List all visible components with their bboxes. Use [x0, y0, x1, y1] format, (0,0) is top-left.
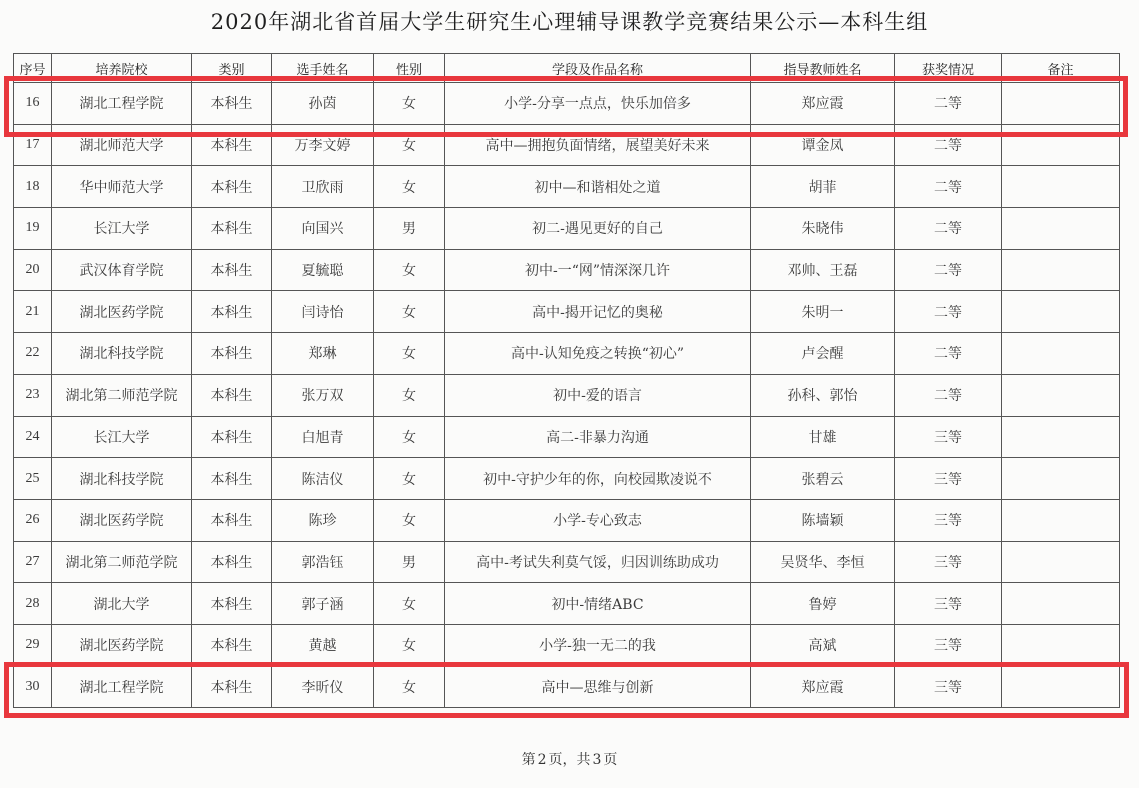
cell-seq: 21 — [14, 291, 52, 333]
page-total: 3 — [592, 752, 602, 768]
column-header-name: 选手姓名 — [272, 54, 374, 83]
page-suffix: 页 — [603, 752, 618, 768]
cell-work: 小学-分享一点点，快乐加倍多 — [445, 83, 751, 125]
cell-category: 本科生 — [192, 83, 272, 125]
cell-seq: 20 — [14, 249, 52, 291]
cell-school: 湖北医药学院 — [52, 499, 192, 541]
cell-award: 二等 — [895, 374, 1002, 416]
cell-work: 高中-认知免疫之转换“初心” — [445, 333, 751, 375]
cell-name: 夏毓聪 — [272, 249, 374, 291]
cell-category: 本科生 — [192, 124, 272, 166]
page-footer — [0, 749, 1139, 769]
cell-name: 郭浩钰 — [272, 541, 374, 583]
cell-school: 湖北医药学院 — [52, 624, 192, 666]
table-row — [14, 291, 1120, 333]
cell-category: 本科生 — [192, 333, 272, 375]
table-row — [14, 374, 1120, 416]
cell-gender: 女 — [374, 83, 445, 125]
cell-category: 本科生 — [192, 499, 272, 541]
table-row — [14, 416, 1120, 458]
cell-gender: 女 — [374, 249, 445, 291]
cell-teacher: 陈墙颖 — [751, 499, 895, 541]
cell-award: 三等 — [895, 583, 1002, 625]
cell-name: 孙茵 — [272, 83, 374, 125]
cell-school: 武汉体育学院 — [52, 249, 192, 291]
cell-remark — [1002, 374, 1120, 416]
cell-school: 湖北科技学院 — [52, 333, 192, 375]
table-row — [14, 541, 1120, 583]
table-row — [14, 499, 1120, 541]
cell-gender: 女 — [374, 291, 445, 333]
table-row — [14, 83, 1120, 125]
cell-name: 闫诗怡 — [272, 291, 374, 333]
cell-remark — [1002, 124, 1120, 166]
cell-gender: 女 — [374, 583, 445, 625]
cell-gender: 女 — [374, 499, 445, 541]
cell-remark — [1002, 208, 1120, 250]
cell-category: 本科生 — [192, 541, 272, 583]
page-mid: 页，共 — [548, 752, 591, 768]
cell-work: 初中-一“网”情深深几许 — [445, 249, 751, 291]
cell-gender: 女 — [374, 124, 445, 166]
cell-school: 湖北医药学院 — [52, 291, 192, 333]
cell-teacher: 孙科、郭怡 — [751, 374, 895, 416]
column-header-award: 获奖情况 — [895, 54, 1002, 83]
table-row — [14, 666, 1120, 708]
cell-teacher: 张碧云 — [751, 458, 895, 500]
cell-teacher: 邓帅、王磊 — [751, 249, 895, 291]
cell-name: 万李文婷 — [272, 124, 374, 166]
cell-award: 三等 — [895, 541, 1002, 583]
cell-seq: 22 — [14, 333, 52, 375]
cell-seq: 19 — [14, 208, 52, 250]
cell-award: 三等 — [895, 666, 1002, 708]
cell-award: 三等 — [895, 499, 1002, 541]
cell-remark — [1002, 458, 1120, 500]
cell-name: 黄越 — [272, 624, 374, 666]
cell-gender: 女 — [374, 166, 445, 208]
cell-school: 湖北大学 — [52, 583, 192, 625]
cell-remark — [1002, 166, 1120, 208]
cell-category: 本科生 — [192, 291, 272, 333]
column-header-remark: 备注 — [1002, 54, 1120, 83]
cell-remark — [1002, 83, 1120, 125]
cell-category: 本科生 — [192, 624, 272, 666]
column-header-seq: 序号 — [14, 54, 52, 83]
cell-school: 湖北工程学院 — [52, 83, 192, 125]
cell-name: 卫欣雨 — [272, 166, 374, 208]
column-header-teacher: 指导教师姓名 — [751, 54, 895, 83]
cell-gender: 女 — [374, 374, 445, 416]
cell-work: 初二-遇见更好的自己 — [445, 208, 751, 250]
table-header-row — [14, 54, 1120, 83]
cell-gender: 女 — [374, 624, 445, 666]
cell-name: 李昕仪 — [272, 666, 374, 708]
table-row — [14, 208, 1120, 250]
cell-name: 郑琳 — [272, 333, 374, 375]
cell-category: 本科生 — [192, 374, 272, 416]
cell-award: 三等 — [895, 624, 1002, 666]
cell-school: 长江大学 — [52, 416, 192, 458]
cell-award: 二等 — [895, 333, 1002, 375]
cell-school: 湖北第二师范学院 — [52, 541, 192, 583]
cell-seq: 16 — [14, 83, 52, 125]
cell-name: 向国兴 — [272, 208, 374, 250]
table-row — [14, 333, 1120, 375]
cell-work: 高中—拥抱负面情绪，展望美好未来 — [445, 124, 751, 166]
cell-category: 本科生 — [192, 666, 272, 708]
cell-teacher: 鲁婷 — [751, 583, 895, 625]
cell-school: 长江大学 — [52, 208, 192, 250]
cell-seq: 24 — [14, 416, 52, 458]
cell-seq: 18 — [14, 166, 52, 208]
table-row — [14, 166, 1120, 208]
cell-work: 初中-爱的语言 — [445, 374, 751, 416]
cell-category: 本科生 — [192, 208, 272, 250]
cell-remark — [1002, 541, 1120, 583]
cell-seq: 30 — [14, 666, 52, 708]
cell-gender: 女 — [374, 333, 445, 375]
column-header-category: 类别 — [192, 54, 272, 83]
cell-award: 二等 — [895, 124, 1002, 166]
cell-teacher: 高斌 — [751, 624, 895, 666]
cell-gender: 女 — [374, 458, 445, 500]
cell-gender: 男 — [374, 208, 445, 250]
column-header-gender: 性别 — [374, 54, 445, 83]
cell-award: 三等 — [895, 458, 1002, 500]
cell-teacher: 郑应霞 — [751, 83, 895, 125]
column-header-school: 培养院校 — [52, 54, 192, 83]
cell-seq: 17 — [14, 124, 52, 166]
cell-teacher: 甘雄 — [751, 416, 895, 458]
table-row — [14, 249, 1120, 291]
cell-teacher: 卢会醒 — [751, 333, 895, 375]
cell-seq: 27 — [14, 541, 52, 583]
cell-award: 二等 — [895, 291, 1002, 333]
cell-work: 小学-独一无二的我 — [445, 624, 751, 666]
cell-teacher: 朱明一 — [751, 291, 895, 333]
cell-teacher: 朱晓伟 — [751, 208, 895, 250]
cell-work: 初中-守护少年的你，向校园欺凌说不 — [445, 458, 751, 500]
cell-gender: 男 — [374, 541, 445, 583]
cell-remark — [1002, 624, 1120, 666]
table-row — [14, 458, 1120, 500]
cell-school: 湖北师范大学 — [52, 124, 192, 166]
cell-award: 二等 — [895, 208, 1002, 250]
cell-seq: 23 — [14, 374, 52, 416]
cell-seq: 29 — [14, 624, 52, 666]
cell-seq: 26 — [14, 499, 52, 541]
cell-name: 白旭青 — [272, 416, 374, 458]
cell-name: 陈洁仪 — [272, 458, 374, 500]
cell-school: 湖北工程学院 — [52, 666, 192, 708]
table-row — [14, 124, 1120, 166]
cell-category: 本科生 — [192, 458, 272, 500]
cell-award: 二等 — [895, 166, 1002, 208]
cell-teacher: 吴贤华、李恒 — [751, 541, 895, 583]
cell-teacher: 胡菲 — [751, 166, 895, 208]
cell-seq: 28 — [14, 583, 52, 625]
cell-category: 本科生 — [192, 416, 272, 458]
page-number: 2 — [537, 752, 547, 768]
table-row — [14, 583, 1120, 625]
cell-school: 华中师范大学 — [52, 166, 192, 208]
cell-remark — [1002, 333, 1120, 375]
cell-award: 二等 — [895, 83, 1002, 125]
cell-work: 高中—思维与创新 — [445, 666, 751, 708]
cell-work: 高中-揭开记忆的奥秘 — [445, 291, 751, 333]
cell-school: 湖北科技学院 — [52, 458, 192, 500]
cell-work: 高中-考试失利莫气馁，归因训练助成功 — [445, 541, 751, 583]
document-title: 2020年湖北省首届大学生研究生心理辅导课教学竞赛结果公示—本科生组 — [210, 10, 929, 34]
cell-category: 本科生 — [192, 249, 272, 291]
cell-remark — [1002, 249, 1120, 291]
cell-school: 湖北第二师范学院 — [52, 374, 192, 416]
cell-category: 本科生 — [192, 583, 272, 625]
cell-teacher: 郑应霞 — [751, 666, 895, 708]
cell-gender: 女 — [374, 666, 445, 708]
column-header-work: 学段及作品名称 — [445, 54, 751, 83]
cell-remark — [1002, 666, 1120, 708]
cell-work: 高二-非暴力沟通 — [445, 416, 751, 458]
cell-award: 二等 — [895, 249, 1002, 291]
cell-award: 三等 — [895, 416, 1002, 458]
table-row — [14, 624, 1120, 666]
cell-work: 小学-专心致志 — [445, 499, 751, 541]
cell-name: 张万双 — [272, 374, 374, 416]
cell-remark — [1002, 583, 1120, 625]
cell-remark — [1002, 291, 1120, 333]
cell-work: 初中—和谐相处之道 — [445, 166, 751, 208]
cell-seq: 25 — [14, 458, 52, 500]
cell-work: 初中-情绪ABC — [445, 583, 751, 625]
cell-gender: 女 — [374, 416, 445, 458]
results-table — [13, 53, 1120, 708]
cell-name: 陈珍 — [272, 499, 374, 541]
cell-teacher: 谭金凤 — [751, 124, 895, 166]
cell-category: 本科生 — [192, 166, 272, 208]
cell-remark — [1002, 416, 1120, 458]
cell-remark — [1002, 499, 1120, 541]
cell-name: 郭子涵 — [272, 583, 374, 625]
page-prefix: 第 — [521, 752, 536, 768]
